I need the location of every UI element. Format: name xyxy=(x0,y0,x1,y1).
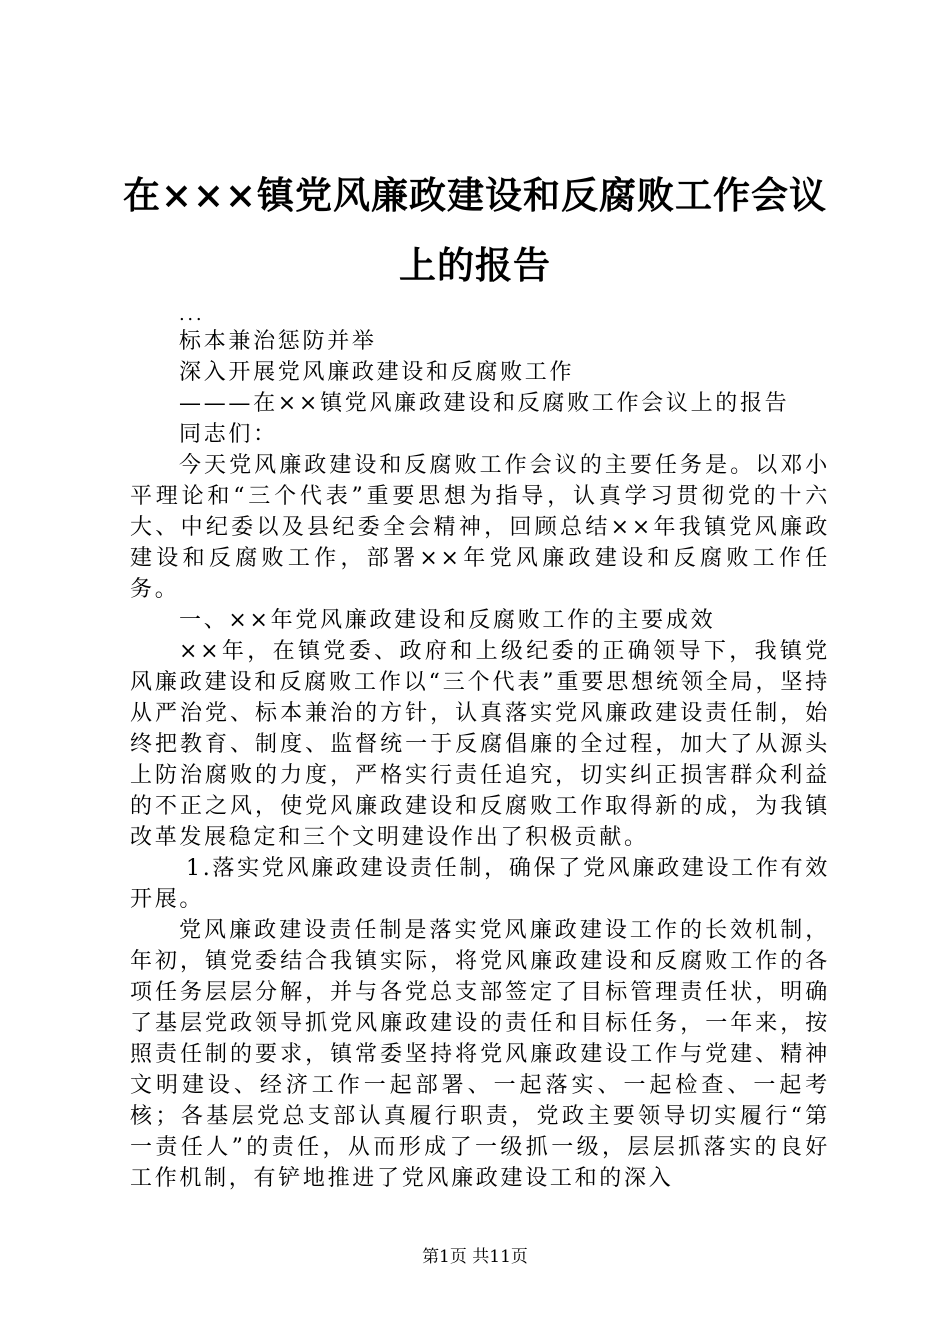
subtitle-line-2: 深入开展党风廉政建设和反腐败工作 xyxy=(179,360,575,385)
paragraph: ××年，在镇党委、政府和上级纪委的正确领导下，我镇党风廉政建设和反腐败工作以“三个代表”重要思想统领全局，坚持从严治党、标本兼治的方针，认真落实党风廉政建设责任制，始终把教育、制度、监督统一于反腐倡廉的全过程，加大了从源头上防治腐败的力度，严格实行责任追究，切实纠正损害群众利益的不正之风，使党风廉政建设和反腐败工作取得新的成，为我镇改革发展稳定和三个文明建设作出了积极贡献。 xyxy=(130,639,830,850)
document-body xyxy=(130,304,830,1194)
paragraph: 今天党风廉政建设和反腐败工作会议的主要任务是。以邓小平理论和“三个代表”重要思想为指导，认真学习贯彻党的十六大、中纪委以及县纪委全会精神，回顾总结××年我镇党风廉政建设和反腐败工作，部署××年党风廉政建设和反腐败工作任务。 xyxy=(130,453,830,602)
subtitle-line-3: ———在××镇党风廉政建设和反腐败工作会议上的报告 xyxy=(179,391,790,416)
salutation: 同志们： xyxy=(179,422,278,447)
document-title: 在×××镇党风廉政建设和反腐败工作会议上的报告 xyxy=(122,173,827,287)
page-footer: 第1页 共11页 xyxy=(422,1247,528,1267)
subsection-heading: 1.落实党风廉政建设责任制，确保了党风廉政建设工作有效开展。 xyxy=(130,856,830,912)
paragraph: 党风廉政建设责任制是落实党风廉政建设工作的长效机制，年初，镇党委结合我镇实际，将党风廉政建设和反腐败工作的各项任务层层分解，并与各党总支部签定了目标管理责任状，明确了基层党政领导抓党风廉政建设的责任和目标任务，一年来，按照责任制的要求，镇常委坚持将党风廉政建设工作与党建、精神文明建设、经济工作一起部署、一起落实、一起检查、一起考核；各基层党总支部认真履行职责，党政主要领导切实履行“第一责任人”的责任，从而形成了一级抓一级，层层抓落实的良好工作机制，有铲地推进了党风廉政建设工和的深入 xyxy=(130,918,830,1191)
section-heading: 一、××年党风廉政建设和反腐败工作的主要成效 xyxy=(179,608,716,633)
subtitle-line-1: 标本兼治惩防并举 xyxy=(179,329,377,354)
ellipsis-line: ... xyxy=(179,304,205,325)
